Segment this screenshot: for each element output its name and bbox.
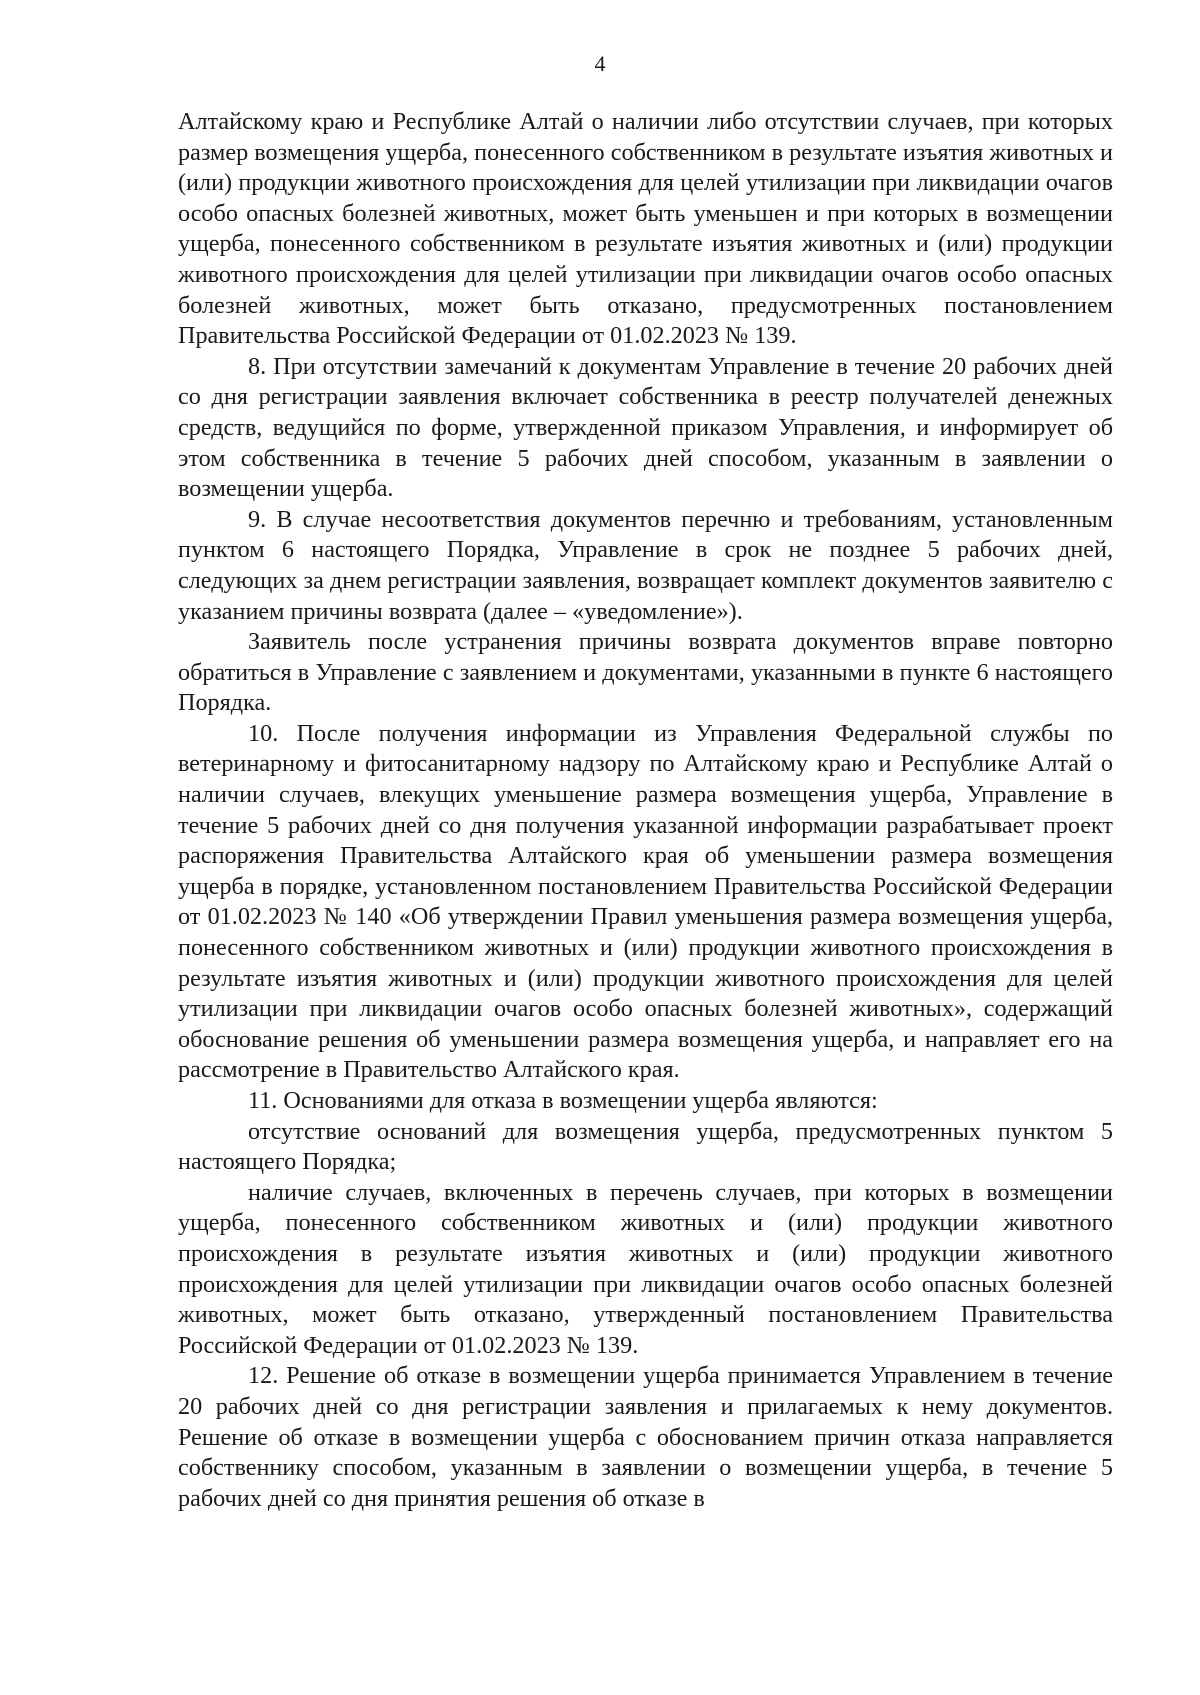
paragraph-item-8: 8. При отсутствии замечаний к документам Управление в течение 20 рабочих дней со дня регистрации заявления включает собственника в реестр получателей денежных средств, ведущийся по форме, утвержденной приказом Управления, и информирует об этом собственника в течение 5 рабочих дней способом, указанным в заявлении о возмещении ущерба.: [178, 352, 1113, 503]
paragraph-item-11-ground-2: наличие случаев, включенных в перечень случаев, при которых в возмещении ущерба, понесенного собственником животных и (или) продукции животного происхождения в результате изъятия животных и (или) продукции животного происхождения для целей утилизации при ликвидации очагов особо опасных болезней животных, может быть отказано, утвержденный постановлением Правительства Российской Федерации от 01.02.2023 № 139.: [178, 1178, 1113, 1359]
paragraph-item-9-resubmission: Заявитель после устранения причины возврата документов вправе повторно обратиться в Управление с заявлением и документами, указанными в пункте 6 настоящего Порядка.: [178, 628, 1113, 717]
paragraph-item-10: 10. После получения информации из Управления Федеральной службы по ветеринарному и фитосанитарному надзору по Алтайскому краю и Республике Алтай о наличии случаев, влекущих уменьшение размера возмещения ущерба, Управление в течение 5 рабочих дней со дня получения указанной информации разрабатывает проект распоряжения Правительства Алтайского края об уменьшении размера возмещения ущерба в порядке, установленном постановлением Правительства Российской Федерации от 01.02.2023 № 140 «Об утверждении Правил уменьшения размера возмещения ущерба, понесенного собственником животных и (или) продукции животного происхождения в результате изъятия животных и (или) продукции животного происхождения для целей утилизации при ликвидации очагов особо опасных болезней животных», содержащий обоснование решения об уменьшении размера возмещения ущерба, и направляет его на рассмотрение в Правительство Алтайского края.: [178, 719, 1113, 1084]
paragraph-item-11-ground-1: отсутствие оснований для возмещения ущерба, предусмотренных пунктом 5 настоящего Порядка;: [178, 1117, 1113, 1176]
paragraph-item-12: 12. Решение об отказе в возмещении ущерба принимается Управлением в течение 20 рабочих дней со дня регистрации заявления и прилагаемых к нему документов. Решение об отказе в возмещении ущерба с обоснованием причин отказа направляется собственнику способом, указанным в заявлении о возмещении ущерба, в течение 5 рабочих дней со дня принятия решения об отказе в: [178, 1362, 1113, 1512]
document-body: [178, 107, 1113, 1514]
paragraph-item-9: 9. В случае несоответствия документов перечню и требованиям, установленным пунктом 6 настоящего Порядка, Управление в срок не позднее 5 рабочих дней, следующих за днем регистрации заявления, возвращает комплект документов заявителю с указанием причины возврата (далее – «уведомление»).: [178, 505, 1113, 625]
page-number: 4: [594, 51, 606, 76]
paragraph-item-11: 11. Основаниями для отказа в возмещении ущерба являются:: [248, 1087, 878, 1114]
paragraph-continuation: Алтайскому краю и Республике Алтай о наличии либо отсутствии случаев, при которых размер возмещения ущерба, понесенного собственником в результате изъятия животных и (или) продукции животного происхождения для целей утилизации при ликвидации очагов особо опасных болезней животных, может быть уменьшен и при которых в возмещении ущерба, понесенного собственником в результате изъятия животных и (или) продукции животного происхождения для целей утилизации при ликвидации очагов особо опасных болезней животных, может быть отказано, предусмотренных постановлением Правительства Российской Федерации от 01.02.2023 № 139.: [178, 108, 1113, 350]
